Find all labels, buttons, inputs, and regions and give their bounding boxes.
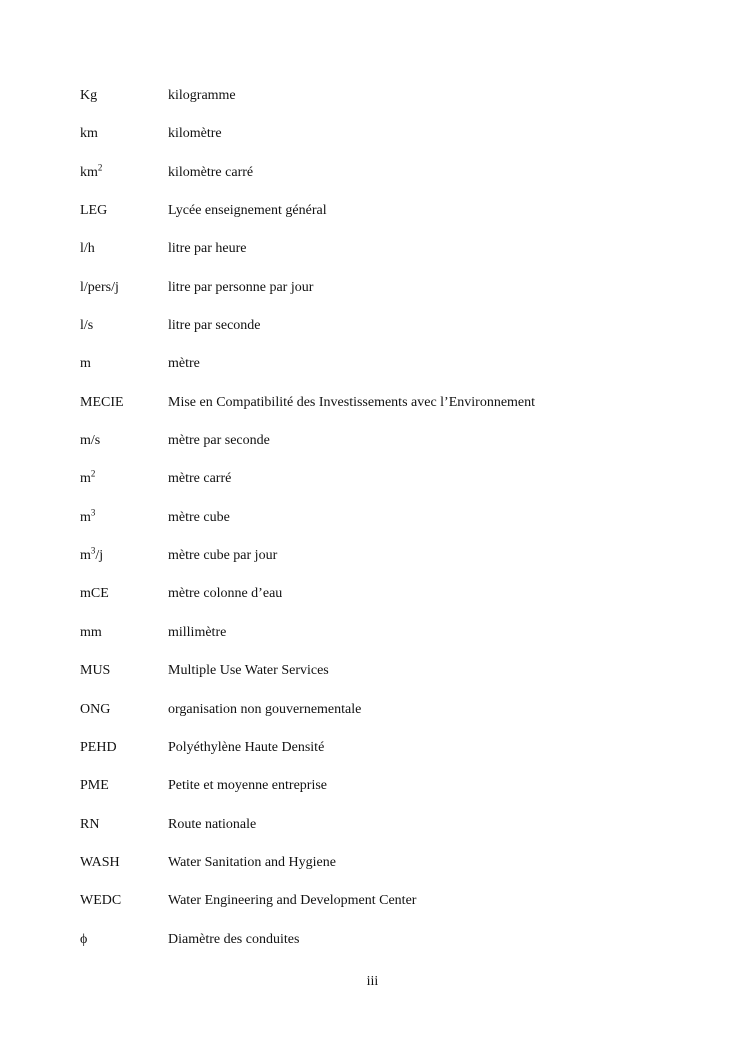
abbreviation-row — [80, 393, 700, 431]
definition: Water Sanitation and Hygiene — [168, 854, 336, 870]
definition: Multiple Use Water Services — [168, 663, 329, 679]
abbreviation-row — [80, 508, 700, 546]
abbreviation-row — [80, 891, 700, 929]
definition: mètre cube par jour — [168, 548, 278, 564]
abbreviation: WASH — [80, 854, 120, 870]
abbreviation-row — [80, 700, 700, 738]
abbreviation: MECIE — [80, 394, 124, 410]
definition: Mise en Compatibilité des Investissements avec l’Environnement — [168, 394, 536, 410]
definition: kilomètre carré — [168, 164, 254, 180]
abbreviation: l/s — [80, 318, 94, 334]
abbreviation-row — [80, 546, 700, 584]
abbreviation: Kg — [80, 88, 98, 103]
abbreviation-row — [80, 623, 700, 661]
abbreviation-row — [80, 124, 700, 162]
definition: mètre colonne d’eau — [168, 586, 283, 602]
definition: Polyéthylène Haute Densité — [168, 739, 325, 755]
abbreviation: MUS — [80, 663, 111, 679]
abbreviation-row — [80, 86, 700, 124]
abbreviation: mCE — [80, 586, 109, 602]
abbreviation-row — [80, 815, 700, 853]
abbreviation-row — [80, 431, 700, 469]
definition: Diamètre des conduites — [168, 931, 300, 947]
abbreviation-row — [80, 930, 700, 968]
abbreviation: $km^2$ — [80, 162, 103, 180]
abbreviation: RN — [80, 816, 100, 832]
page-number: iii — [366, 974, 379, 989]
definition: litre par heure — [168, 241, 247, 257]
definition: mètre cube — [168, 509, 230, 525]
definition: Petite et moyenne entreprise — [168, 778, 327, 794]
definition: kilogramme — [168, 88, 236, 103]
definition: mètre par seconde — [168, 433, 270, 449]
abbreviation: WEDC — [80, 893, 122, 909]
abbreviation: km — [80, 126, 98, 142]
abbreviation: l/h — [80, 241, 95, 257]
abbreviation-row — [80, 776, 700, 814]
abbreviation-row — [80, 738, 700, 776]
definition: Route nationale — [168, 816, 257, 832]
definition: organisation non gouvernementale — [168, 701, 362, 717]
definition: millimètre — [168, 624, 227, 640]
abbreviation: m — [80, 356, 91, 372]
abbreviation: ONG — [80, 701, 111, 717]
abbreviation-row — [80, 163, 700, 201]
definition: kilomètre — [168, 126, 222, 142]
abbreviation: $m^3/j$ — [80, 545, 104, 564]
abbreviation-row — [80, 316, 700, 354]
abbreviation-row — [80, 853, 700, 891]
abbreviation: l/pers/j — [80, 279, 119, 295]
abbreviation-row — [80, 201, 700, 239]
definition: Water Engineering and Development Center — [168, 893, 417, 909]
definition: mètre carré — [168, 471, 232, 487]
abbreviation: LEG — [80, 203, 108, 219]
abbreviation: ϕ — [80, 931, 88, 947]
abbreviation: $m^2$ — [80, 468, 96, 487]
definition: litre par personne par jour — [168, 279, 314, 295]
abbreviation-row — [80, 661, 700, 699]
abbreviation-list — [80, 86, 700, 968]
abbreviation: PME — [80, 778, 109, 794]
abbreviation: m/s — [80, 433, 101, 449]
abbreviation: PEHD — [80, 739, 117, 755]
abbreviation-row — [80, 469, 700, 507]
abbreviation-row — [80, 584, 700, 622]
abbreviation-row — [80, 278, 700, 316]
definition: mètre — [168, 356, 200, 372]
abbreviation-row — [80, 239, 700, 277]
definition: litre par seconde — [168, 318, 261, 334]
abbreviation-row — [80, 354, 700, 392]
definition: Lycée enseignement général — [168, 203, 327, 219]
abbreviation: $m^3$ — [80, 507, 96, 525]
abbreviation: mm — [80, 624, 102, 640]
